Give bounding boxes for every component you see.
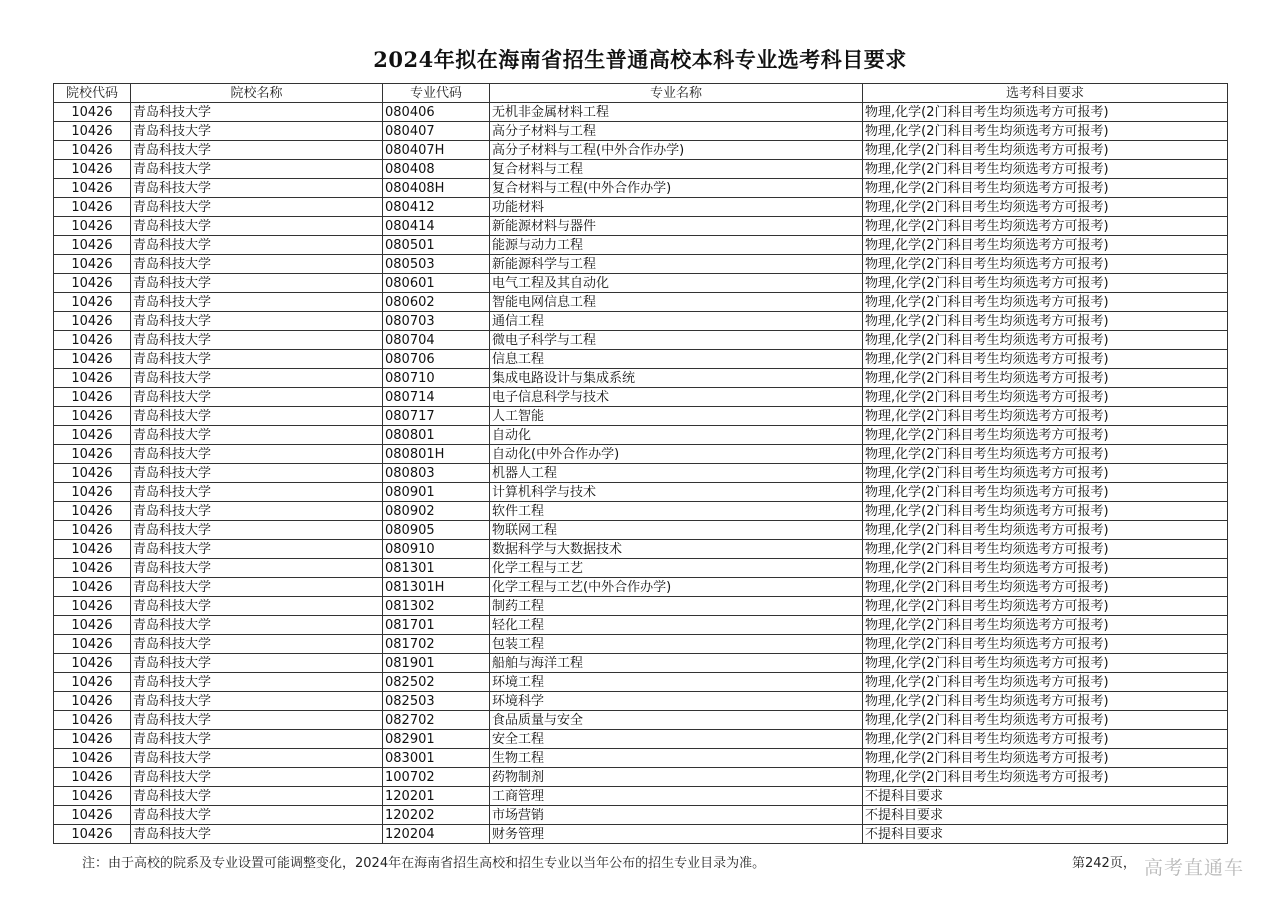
- major-code-cell: 080703: [383, 312, 490, 331]
- table-row: [54, 559, 1228, 578]
- major-name-cell: 食品质量与安全: [490, 711, 863, 730]
- school-name-cell: 青岛科技大学: [131, 426, 383, 445]
- table-row: [54, 369, 1228, 388]
- school-name-cell: 青岛科技大学: [131, 103, 383, 122]
- subject-requirement-cell: 物理,化学(2门科目考生均须选考方可报考): [863, 350, 1228, 369]
- page-number: 第242页，: [1072, 856, 1136, 871]
- school-name-cell: 青岛科技大学: [131, 730, 383, 749]
- school-name-cell: 青岛科技大学: [131, 483, 383, 502]
- subject-requirement-cell: 物理,化学(2门科目考生均须选考方可报考): [863, 635, 1228, 654]
- major-code-cell: 080710: [383, 369, 490, 388]
- major-code-cell: 120204: [383, 825, 490, 844]
- major-name-cell: 信息工程: [490, 350, 863, 369]
- header-major-name: 专业名称: [490, 84, 863, 103]
- school-name-cell: 青岛科技大学: [131, 141, 383, 160]
- major-code-cell: 120201: [383, 787, 490, 806]
- major-code-cell: 080717: [383, 407, 490, 426]
- school-name-cell: 青岛科技大学: [131, 160, 383, 179]
- major-name-cell: 集成电路设计与集成系统: [490, 369, 863, 388]
- school-code-cell: 10426: [54, 559, 131, 578]
- footer-note: 注：由于高校的院系及专业设置可能调整变化，2024年在海南省招生高校和招生专业以当年公布的招生专业目录为准。: [82, 856, 766, 871]
- school-code-cell: 10426: [54, 331, 131, 350]
- school-name-cell: 青岛科技大学: [131, 597, 383, 616]
- subject-requirement-cell: 物理,化学(2门科目考生均须选考方可报考): [863, 540, 1228, 559]
- table-row: [54, 388, 1228, 407]
- header-school-name: 院校名称: [131, 84, 383, 103]
- school-code-cell: 10426: [54, 597, 131, 616]
- school-code-cell: 10426: [54, 369, 131, 388]
- major-code-cell: 080801H: [383, 445, 490, 464]
- subject-requirement-cell: 物理,化学(2门科目考生均须选考方可报考): [863, 103, 1228, 122]
- table-row: [54, 445, 1228, 464]
- subject-requirement-cell: 物理,化学(2门科目考生均须选考方可报考): [863, 122, 1228, 141]
- school-code-cell: 10426: [54, 540, 131, 559]
- subject-requirement-cell: 物理,化学(2门科目考生均须选考方可报考): [863, 160, 1228, 179]
- major-code-cell: 080901: [383, 483, 490, 502]
- major-name-cell: 市场营销: [490, 806, 863, 825]
- major-code-cell: 080412: [383, 198, 490, 217]
- table-row: [54, 521, 1228, 540]
- major-code-cell: 083001: [383, 749, 490, 768]
- subject-requirement-cell: 物理,化学(2门科目考生均须选考方可报考): [863, 445, 1228, 464]
- school-code-cell: 10426: [54, 749, 131, 768]
- major-code-cell: 100702: [383, 768, 490, 787]
- major-code-cell: 082503: [383, 692, 490, 711]
- subject-requirement-cell: 物理,化学(2门科目考生均须选考方可报考): [863, 749, 1228, 768]
- school-code-cell: 10426: [54, 312, 131, 331]
- school-name-cell: 青岛科技大学: [131, 540, 383, 559]
- subject-requirement-cell: 物理,化学(2门科目考生均须选考方可报考): [863, 673, 1228, 692]
- school-name-cell: 青岛科技大学: [131, 654, 383, 673]
- major-code-cell: 080414: [383, 217, 490, 236]
- table-row: [54, 483, 1228, 502]
- school-code-cell: 10426: [54, 274, 131, 293]
- table-header-row: [54, 84, 1228, 103]
- school-code-cell: 10426: [54, 502, 131, 521]
- major-code-cell: 081901: [383, 654, 490, 673]
- subject-requirement-cell: 不提科目要求: [863, 787, 1228, 806]
- school-code-cell: 10426: [54, 350, 131, 369]
- table-row: [54, 350, 1228, 369]
- subject-requirement-cell: 物理,化学(2门科目考生均须选考方可报考): [863, 597, 1228, 616]
- table-row: [54, 730, 1228, 749]
- school-code-cell: 10426: [54, 806, 131, 825]
- school-code-cell: 10426: [54, 236, 131, 255]
- major-name-cell: 包装工程: [490, 635, 863, 654]
- subject-requirement-cell: 物理,化学(2门科目考生均须选考方可报考): [863, 578, 1228, 597]
- table-row: [54, 464, 1228, 483]
- subject-requirement-cell: 物理,化学(2门科目考生均须选考方可报考): [863, 293, 1228, 312]
- major-code-cell: 080910: [383, 540, 490, 559]
- subject-requirement-cell: 物理,化学(2门科目考生均须选考方可报考): [863, 692, 1228, 711]
- school-code-cell: 10426: [54, 426, 131, 445]
- major-code-cell: 080407: [383, 122, 490, 141]
- school-code-cell: 10426: [54, 787, 131, 806]
- table-row: [54, 635, 1228, 654]
- subject-requirement-cell: 物理,化学(2门科目考生均须选考方可报考): [863, 198, 1228, 217]
- subject-requirement-cell: 物理,化学(2门科目考生均须选考方可报考): [863, 331, 1228, 350]
- table-row: [54, 312, 1228, 331]
- table-row: [54, 540, 1228, 559]
- table-row: [54, 597, 1228, 616]
- school-code-cell: 10426: [54, 198, 131, 217]
- page-title: 2024年拟在海南省招生普通高校本科专业选考科目要求: [373, 47, 907, 72]
- table-row: [54, 787, 1228, 806]
- table-row: [54, 331, 1228, 350]
- major-name-cell: 复合材料与工程(中外合作办学): [490, 179, 863, 198]
- school-code-cell: 10426: [54, 141, 131, 160]
- school-code-cell: 10426: [54, 521, 131, 540]
- school-name-cell: 青岛科技大学: [131, 825, 383, 844]
- major-name-cell: 新能源科学与工程: [490, 255, 863, 274]
- major-code-cell: 080503: [383, 255, 490, 274]
- school-name-cell: 青岛科技大学: [131, 616, 383, 635]
- major-name-cell: 功能材料: [490, 198, 863, 217]
- major-name-cell: 环境科学: [490, 692, 863, 711]
- table-row: [54, 673, 1228, 692]
- table-row: [54, 293, 1228, 312]
- school-name-cell: 青岛科技大学: [131, 806, 383, 825]
- table-row: [54, 711, 1228, 730]
- subject-requirement-cell: 物理,化学(2门科目考生均须选考方可报考): [863, 274, 1228, 293]
- major-code-cell: 080902: [383, 502, 490, 521]
- school-name-cell: 青岛科技大学: [131, 388, 383, 407]
- table-row: [54, 274, 1228, 293]
- school-name-cell: 青岛科技大学: [131, 312, 383, 331]
- school-name-cell: 青岛科技大学: [131, 198, 383, 217]
- school-code-cell: 10426: [54, 483, 131, 502]
- major-code-cell: 080408H: [383, 179, 490, 198]
- major-name-cell: 高分子材料与工程: [490, 122, 863, 141]
- major-name-cell: 财务管理: [490, 825, 863, 844]
- table-row: [54, 768, 1228, 787]
- major-code-cell: 082502: [383, 673, 490, 692]
- table-row: [54, 749, 1228, 768]
- table-row: [54, 825, 1228, 844]
- major-name-cell: 机器人工程: [490, 464, 863, 483]
- school-name-cell: 青岛科技大学: [131, 217, 383, 236]
- table-row: [54, 160, 1228, 179]
- school-name-cell: 青岛科技大学: [131, 673, 383, 692]
- subject-requirement-cell: 物理,化学(2门科目考生均须选考方可报考): [863, 616, 1228, 635]
- subject-requirement-cell: 物理,化学(2门科目考生均须选考方可报考): [863, 217, 1228, 236]
- major-name-cell: 智能电网信息工程: [490, 293, 863, 312]
- major-name-cell: 软件工程: [490, 502, 863, 521]
- table-row: [54, 103, 1228, 122]
- major-code-cell: 081301: [383, 559, 490, 578]
- school-code-cell: 10426: [54, 160, 131, 179]
- school-code-cell: 10426: [54, 635, 131, 654]
- school-code-cell: 10426: [54, 578, 131, 597]
- school-code-cell: 10426: [54, 464, 131, 483]
- table-row: [54, 426, 1228, 445]
- subject-requirement-cell: 物理,化学(2门科目考生均须选考方可报考): [863, 559, 1228, 578]
- major-name-cell: 环境工程: [490, 673, 863, 692]
- table-row: [54, 692, 1228, 711]
- major-code-cell: 081301H: [383, 578, 490, 597]
- school-code-cell: 10426: [54, 768, 131, 787]
- table-row: [54, 616, 1228, 635]
- major-name-cell: 数据科学与大数据技术: [490, 540, 863, 559]
- table-row: [54, 502, 1228, 521]
- major-code-cell: 081302: [383, 597, 490, 616]
- school-name-cell: 青岛科技大学: [131, 464, 383, 483]
- subject-requirement-cell: 不提科目要求: [863, 806, 1228, 825]
- school-code-cell: 10426: [54, 711, 131, 730]
- major-code-cell: 081701: [383, 616, 490, 635]
- table-row: [54, 255, 1228, 274]
- major-name-cell: 自动化: [490, 426, 863, 445]
- school-name-cell: 青岛科技大学: [131, 502, 383, 521]
- school-name-cell: 青岛科技大学: [131, 255, 383, 274]
- school-code-cell: 10426: [54, 293, 131, 312]
- subject-requirement-cell: 不提科目要求: [863, 825, 1228, 844]
- school-name-cell: 青岛科技大学: [131, 350, 383, 369]
- major-name-cell: 新能源材料与器件: [490, 217, 863, 236]
- subject-requirement-cell: 物理,化学(2门科目考生均须选考方可报考): [863, 141, 1228, 160]
- major-code-cell: 080406: [383, 103, 490, 122]
- subject-requirement-cell: 物理,化学(2门科目考生均须选考方可报考): [863, 502, 1228, 521]
- major-name-cell: 工商管理: [490, 787, 863, 806]
- major-name-cell: 人工智能: [490, 407, 863, 426]
- major-name-cell: 生物工程: [490, 749, 863, 768]
- table-row: [54, 236, 1228, 255]
- header-subject-requirement: 选考科目要求: [863, 84, 1228, 103]
- school-name-cell: 青岛科技大学: [131, 692, 383, 711]
- major-name-cell: 轻化工程: [490, 616, 863, 635]
- school-code-cell: 10426: [54, 217, 131, 236]
- school-code-cell: 10426: [54, 445, 131, 464]
- major-code-cell: 080706: [383, 350, 490, 369]
- school-name-cell: 青岛科技大学: [131, 787, 383, 806]
- watermark-text: 高考直通车: [1144, 857, 1245, 879]
- major-code-cell: 080407H: [383, 141, 490, 160]
- major-name-cell: 化学工程与工艺(中外合作办学): [490, 578, 863, 597]
- school-name-cell: 青岛科技大学: [131, 559, 383, 578]
- school-code-cell: 10426: [54, 673, 131, 692]
- major-code-cell: 080714: [383, 388, 490, 407]
- school-name-cell: 青岛科技大学: [131, 293, 383, 312]
- school-name-cell: 青岛科技大学: [131, 236, 383, 255]
- school-code-cell: 10426: [54, 730, 131, 749]
- major-name-cell: 船舶与海洋工程: [490, 654, 863, 673]
- subject-requirement-cell: 物理,化学(2门科目考生均须选考方可报考): [863, 654, 1228, 673]
- table-row: [54, 198, 1228, 217]
- table-row: [54, 806, 1228, 825]
- major-name-cell: 自动化(中外合作办学): [490, 445, 863, 464]
- school-name-cell: 青岛科技大学: [131, 749, 383, 768]
- major-code-cell: 080801: [383, 426, 490, 445]
- header-major-code: 专业代码: [383, 84, 490, 103]
- major-name-cell: 安全工程: [490, 730, 863, 749]
- major-code-cell: 080501: [383, 236, 490, 255]
- major-name-cell: 复合材料与工程: [490, 160, 863, 179]
- subject-requirement-cell: 物理,化学(2门科目考生均须选考方可报考): [863, 312, 1228, 331]
- school-name-cell: 青岛科技大学: [131, 711, 383, 730]
- subject-requirement-cell: 物理,化学(2门科目考生均须选考方可报考): [863, 236, 1228, 255]
- major-name-cell: 制药工程: [490, 597, 863, 616]
- major-name-cell: 计算机科学与技术: [490, 483, 863, 502]
- major-code-cell: 080803: [383, 464, 490, 483]
- major-code-cell: 082702: [383, 711, 490, 730]
- major-code-cell: 081702: [383, 635, 490, 654]
- table-row: [54, 122, 1228, 141]
- school-name-cell: 青岛科技大学: [131, 445, 383, 464]
- header-school-code: 院校代码: [54, 84, 131, 103]
- school-code-cell: 10426: [54, 825, 131, 844]
- school-code-cell: 10426: [54, 103, 131, 122]
- subject-requirement-cell: 物理,化学(2门科目考生均须选考方可报考): [863, 369, 1228, 388]
- table-row: [54, 578, 1228, 597]
- table-row: [54, 217, 1228, 236]
- school-name-cell: 青岛科技大学: [131, 369, 383, 388]
- school-code-cell: 10426: [54, 179, 131, 198]
- school-code-cell: 10426: [54, 388, 131, 407]
- major-name-cell: 电气工程及其自动化: [490, 274, 863, 293]
- school-code-cell: 10426: [54, 255, 131, 274]
- school-name-cell: 青岛科技大学: [131, 331, 383, 350]
- major-code-cell: 120202: [383, 806, 490, 825]
- major-code-cell: 080601: [383, 274, 490, 293]
- school-code-cell: 10426: [54, 616, 131, 635]
- major-name-cell: 通信工程: [490, 312, 863, 331]
- major-name-cell: 药物制剂: [490, 768, 863, 787]
- major-code-cell: 082901: [383, 730, 490, 749]
- requirements-table: [53, 83, 1228, 844]
- school-name-cell: 青岛科技大学: [131, 407, 383, 426]
- subject-requirement-cell: 物理,化学(2门科目考生均须选考方可报考): [863, 407, 1228, 426]
- major-name-cell: 电子信息科学与技术: [490, 388, 863, 407]
- major-name-cell: 高分子材料与工程(中外合作办学): [490, 141, 863, 160]
- school-name-cell: 青岛科技大学: [131, 521, 383, 540]
- major-name-cell: 微电子科学与工程: [490, 331, 863, 350]
- table-row: [54, 654, 1228, 673]
- major-code-cell: 080602: [383, 293, 490, 312]
- subject-requirement-cell: 物理,化学(2门科目考生均须选考方可报考): [863, 711, 1228, 730]
- school-code-cell: 10426: [54, 692, 131, 711]
- subject-requirement-cell: 物理,化学(2门科目考生均须选考方可报考): [863, 255, 1228, 274]
- subject-requirement-cell: 物理,化学(2门科目考生均须选考方可报考): [863, 521, 1228, 540]
- major-code-cell: 080408: [383, 160, 490, 179]
- school-name-cell: 青岛科技大学: [131, 122, 383, 141]
- table-row: [54, 179, 1228, 198]
- major-name-cell: 能源与动力工程: [490, 236, 863, 255]
- major-name-cell: 化学工程与工艺: [490, 559, 863, 578]
- subject-requirement-cell: 物理,化学(2门科目考生均须选考方可报考): [863, 768, 1228, 787]
- table-row: [54, 141, 1228, 160]
- school-name-cell: 青岛科技大学: [131, 274, 383, 293]
- major-name-cell: 物联网工程: [490, 521, 863, 540]
- school-name-cell: 青岛科技大学: [131, 179, 383, 198]
- subject-requirement-cell: 物理,化学(2门科目考生均须选考方可报考): [863, 483, 1228, 502]
- major-code-cell: 080704: [383, 331, 490, 350]
- school-code-cell: 10426: [54, 407, 131, 426]
- school-name-cell: 青岛科技大学: [131, 768, 383, 787]
- major-name-cell: 无机非金属材料工程: [490, 103, 863, 122]
- subject-requirement-cell: 物理,化学(2门科目考生均须选考方可报考): [863, 730, 1228, 749]
- table-row: [54, 407, 1228, 426]
- subject-requirement-cell: 物理,化学(2门科目考生均须选考方可报考): [863, 426, 1228, 445]
- school-code-cell: 10426: [54, 654, 131, 673]
- major-code-cell: 080905: [383, 521, 490, 540]
- subject-requirement-cell: 物理,化学(2门科目考生均须选考方可报考): [863, 388, 1228, 407]
- subject-requirement-cell: 物理,化学(2门科目考生均须选考方可报考): [863, 464, 1228, 483]
- school-code-cell: 10426: [54, 122, 131, 141]
- school-name-cell: 青岛科技大学: [131, 635, 383, 654]
- school-name-cell: 青岛科技大学: [131, 578, 383, 597]
- subject-requirement-cell: 物理,化学(2门科目考生均须选考方可报考): [863, 179, 1228, 198]
